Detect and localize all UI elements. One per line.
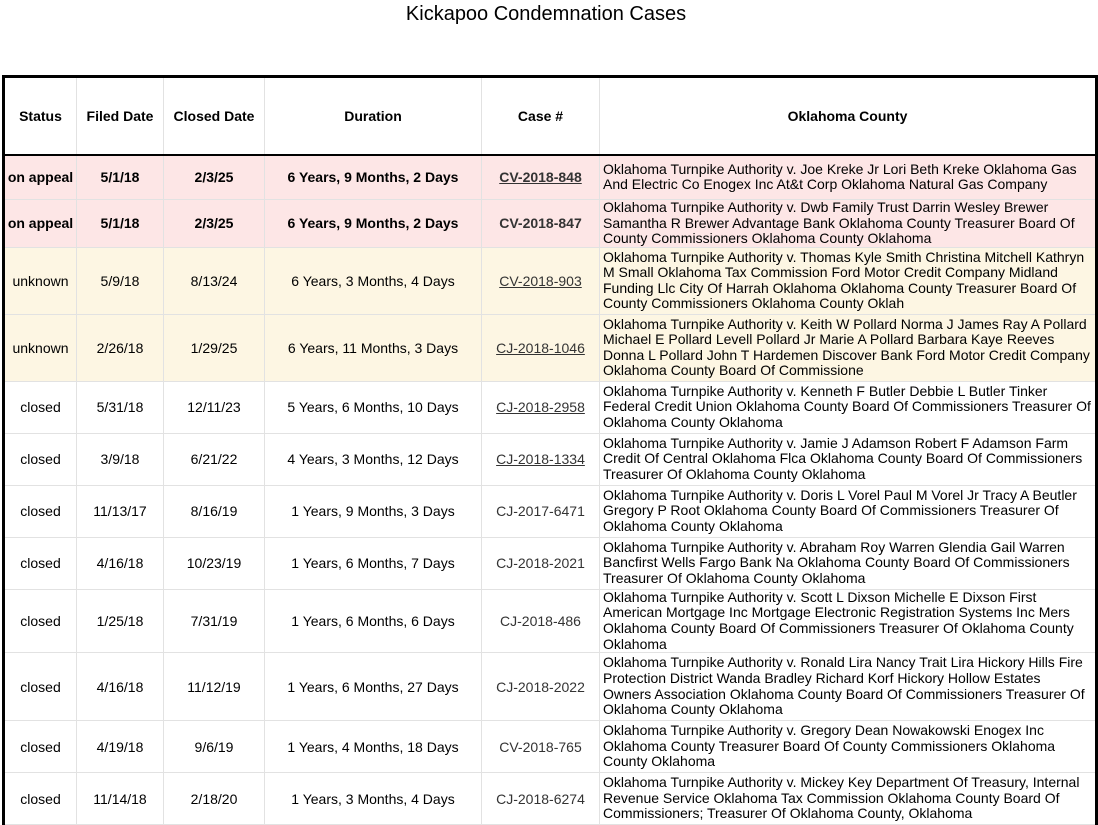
table-row [4,721,1097,773]
filed-date-cell: 5/1/18 [77,200,164,248]
filed-date-cell: 5/9/18 [77,247,164,314]
table-header [4,77,1097,155]
case-number-text: CJ-2018-2021 [496,555,585,572]
cases-table [2,75,1098,825]
header-status[interactable]: Status [4,77,77,155]
page-title: Kickapoo Condemnation Cases [405,3,687,25]
filed-date-cell: 5/31/18 [77,381,164,433]
duration-cell: 4 Years, 3 Months, 12 Days [265,433,482,485]
header-row [4,77,1097,155]
case-number-link[interactable]: CJ-2018-1046 [496,339,585,356]
closed-date-cell: 2/3/25 [164,155,265,200]
table-row [4,155,1097,200]
status-cell: closed [4,485,77,537]
parties-cell: Oklahoma Turnpike Authority v. Jamie J Adamson Robert F Adamson Farm Credit Of Central Oklahoma Flca Oklahoma County Board Of Commissioners Treasurer Of Oklahoma County Oklahoma [600,433,1097,485]
parties-cell: Oklahoma Turnpike Authority v. Joe Kreke Jr Lori Beth Kreke Oklahoma Gas And Electric Co Enogex Inc At&t Corp Oklahoma Natural Gas Company [600,155,1097,200]
case-number-cell [482,721,600,773]
filed-date-cell: 3/9/18 [77,433,164,485]
table-row [4,200,1097,248]
table-row [4,537,1097,589]
case-number-link[interactable]: CJ-2018-2958 [496,399,585,416]
status-cell: unknown [4,247,77,314]
case-number-cell [482,381,600,433]
duration-cell: 1 Years, 3 Months, 4 Days [265,773,482,825]
parties-cell: Oklahoma Turnpike Authority v. Abraham Roy Warren Glendia Gail Warren Bancfirst Wells Fargo Bank Na Oklahoma County Board Of Commissioners Treasurer Of Oklahoma County Oklahoma [600,537,1097,589]
duration-cell: 1 Years, 6 Months, 6 Days [265,589,482,652]
filed-date-cell: 11/14/18 [77,773,164,825]
parties-cell: Oklahoma Turnpike Authority v. Thomas Kyle Smith Christina Mitchell Kathryn M Small Oklahoma Tax Commission Ford Motor Credit Company Midland Funding Llc City Of Harrah Oklahoma Oklahoma County Treasurer Board Of County Commissioners Oklahoma County Oklah [600,247,1097,314]
filed-date-cell: 11/13/17 [77,485,164,537]
closed-date-cell: 7/31/19 [164,589,265,652]
case-number-cell [482,485,600,537]
filed-date-cell: 5/1/18 [77,155,164,200]
case-number-link[interactable]: CV-2018-903 [499,272,582,289]
closed-date-cell: 12/11/23 [164,381,265,433]
header-case-number[interactable]: Case # [482,77,600,155]
parties-cell: Oklahoma Turnpike Authority v. Ronald Lira Nancy Trait Lira Hickory Hills Fire Protection District Wanda Bradley Richard Korf Hickory Hollow Estates Owners Association Oklahoma County Board Of Commissioners Treasurer Of Oklahoma County Oklahoma [600,653,1097,721]
case-number-cell [482,589,600,652]
duration-cell: 1 Years, 6 Months, 27 Days [265,653,482,721]
filed-date-cell: 1/25/18 [77,589,164,652]
header-filed-date[interactable]: Filed Date [77,77,164,155]
case-number-text: CJ-2017-6471 [496,503,585,520]
table-row [4,247,1097,314]
parties-cell: Oklahoma Turnpike Authority v. Scott L Dixson Michelle E Dixson First American Mortgage Inc Mortgage Electronic Registration Systems Inc Mers Oklahoma County Board Of Commissioners Treasurer Of Oklahoma County Oklahoma [600,589,1097,652]
parties-cell: Oklahoma Turnpike Authority v. Kenneth F Butler Debbie L Butler Tinker Federal Credit Union Oklahoma County Board Of Commissioners Treasurer Of Oklahoma County Oklahoma [600,381,1097,433]
parties-cell: Oklahoma Turnpike Authority v. Gregory Dean Nowakowski Enogex Inc Oklahoma County Treasurer Board Of County Commissioners Oklahoma County Oklahoma [600,721,1097,773]
status-cell: closed [4,589,77,652]
duration-cell: 6 Years, 9 Months, 2 Days [265,155,482,200]
status-cell: unknown [4,314,77,381]
cases-table-container [2,75,1095,825]
filed-date-cell: 4/19/18 [77,721,164,773]
header-county[interactable]: Oklahoma County [600,77,1097,155]
table-row [4,433,1097,485]
case-number-cell [482,773,600,825]
case-number-text: CV-2018-765 [499,738,582,755]
case-number-cell [482,537,600,589]
case-number-cell [482,433,600,485]
table-row [4,314,1097,381]
status-cell: closed [4,537,77,589]
parties-cell: Oklahoma Turnpike Authority v. Mickey Key Department Of Treasury, Internal Revenue Service Oklahoma Tax Commission Oklahoma County Board Of Commissioners; Treasurer Of Oklahoma County, Oklahoma [600,773,1097,825]
table-row [4,653,1097,721]
duration-cell: 1 Years, 4 Months, 18 Days [265,721,482,773]
case-number-cell [482,155,600,200]
status-cell: closed [4,381,77,433]
filed-date-cell: 2/26/18 [77,314,164,381]
status-cell: on appeal [4,200,77,248]
status-cell: closed [4,721,77,773]
filed-date-cell: 4/16/18 [77,653,164,721]
duration-cell: 1 Years, 9 Months, 3 Days [265,485,482,537]
case-number-link[interactable]: CJ-2018-1334 [496,451,585,468]
parties-cell: Oklahoma Turnpike Authority v. Doris L Vorel Paul M Vorel Jr Tracy A Beutler Gregory P Root Oklahoma County Board Of Commissioners Treasurer Of Oklahoma County Oklahoma [600,485,1097,537]
closed-date-cell: 6/21/22 [164,433,265,485]
case-number-cell [482,314,600,381]
table-row [4,485,1097,537]
closed-date-cell: 2/3/25 [164,200,265,248]
status-cell: closed [4,653,77,721]
case-number-text: CJ-2018-6274 [496,790,585,807]
duration-cell: 6 Years, 11 Months, 3 Days [265,314,482,381]
case-number-text: CJ-2018-486 [500,612,581,629]
table-body [4,155,1097,825]
table-row [4,381,1097,433]
closed-date-cell: 2/18/20 [164,773,265,825]
case-number-cell [482,247,600,314]
status-cell: closed [4,773,77,825]
case-number-text: CV-2018-847 [499,215,582,232]
case-number-text: CJ-2018-2022 [496,678,585,695]
case-number-cell [482,200,600,248]
filed-date-cell: 4/16/18 [77,537,164,589]
table-row [4,773,1097,825]
closed-date-cell: 8/13/24 [164,247,265,314]
closed-date-cell: 9/6/19 [164,721,265,773]
duration-cell: 1 Years, 6 Months, 7 Days [265,537,482,589]
closed-date-cell: 1/29/25 [164,314,265,381]
closed-date-cell: 8/16/19 [164,485,265,537]
closed-date-cell: 11/12/19 [164,653,265,721]
header-closed-date[interactable]: Closed Date [164,77,265,155]
parties-cell: Oklahoma Turnpike Authority v. Dwb Family Trust Darrin Wesley Brewer Samantha R Brewer Advantage Bank Oklahoma County Treasurer Board Of County Commissioners Oklahoma County Oklahoma [600,200,1097,248]
case-number-link[interactable]: CV-2018-848 [499,169,582,186]
case-number-cell [482,653,600,721]
duration-cell: 6 Years, 3 Months, 4 Days [265,247,482,314]
duration-cell: 6 Years, 9 Months, 2 Days [265,200,482,248]
table-row [4,589,1097,652]
status-cell: closed [4,433,77,485]
status-cell: on appeal [4,155,77,200]
header-duration[interactable]: Duration [265,77,482,155]
closed-date-cell: 10/23/19 [164,537,265,589]
parties-cell: Oklahoma Turnpike Authority v. Keith W Pollard Norma J James Ray A Pollard Michael E Pollard Levell Pollard Jr Marie A Pollard Barbara Kaye Reeves Donna L Pollard John T Hardemen Discover Bank Ford Motor Credit Company Oklahoma County Board Of Commissione [600,314,1097,381]
duration-cell: 5 Years, 6 Months, 10 Days [265,381,482,433]
